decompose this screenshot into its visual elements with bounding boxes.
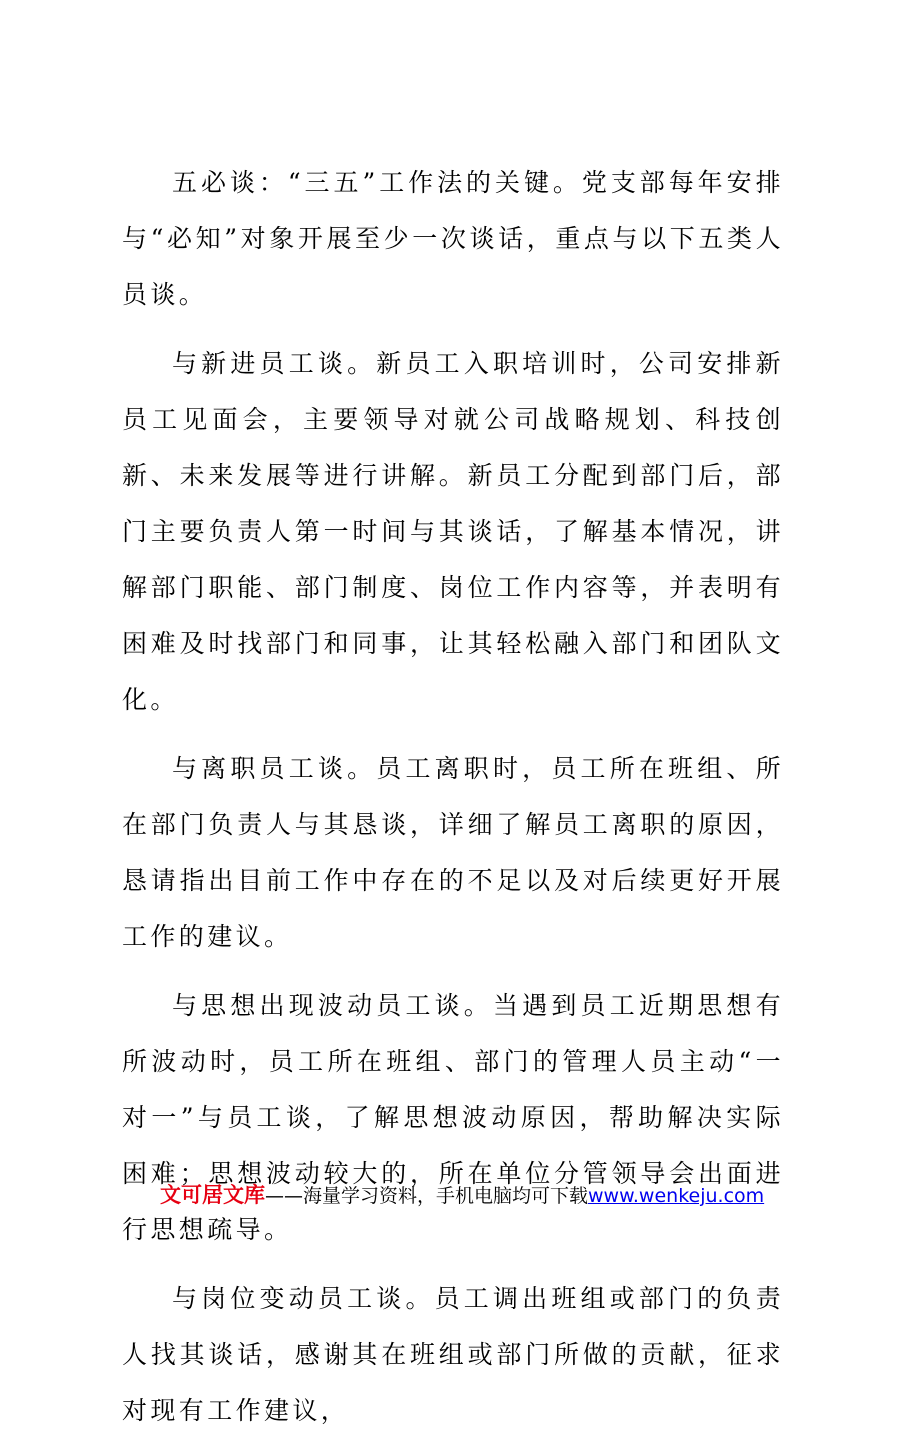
page-footer [160,1178,780,1213]
footer-url-link[interactable]: www.wenkeju.com [588,1185,765,1207]
footer-dash: —— [265,1185,303,1207]
document-body [122,155,784,1452]
paragraph-wavering-employees: 与思想出现波动员工谈。当遇到员工近期思想有所波动时，员工所在班组、部门的管理人员主动“一对一”与员工谈，了解思想波动原因，帮助解决实际困难；思想波动较大的，所在单位分管领导会出面进行思想疏导。 [122,991,784,1244]
paragraph-new-employees: 与新进员工谈。新员工入职培训时，公司安排新员工见面会，主要领导对就公司战略规划、科技创新、未来发展等进行讲解。新员工分配到部门后，部门主要负责人第一时间与其谈话，了解基本情况，讲解部门职能、部门制度、岗位工作内容等，并表明有困难及时找部门和同事，让其轻松融入部门和团队文化。 [122,349,784,714]
footer-brand: 文可居文库 [160,1183,265,1207]
paragraph-transferred-employees: 与岗位变动员工谈。员工调出班组或部门的负责人找其谈话，感谢其在班组或部门所做的贡献，征求对现有工作建议， [122,1284,784,1425]
paragraph-departing-employees: 与离职员工谈。员工离职时，员工所在班组、所在部门负责人与其恳谈，详细了解员工离职的原因，恳请指出目前工作中存在的不足以及对后续更好开展工作的建议。 [122,754,784,951]
footer-tagline: 海量学习资料，手机电脑均可下载 [303,1185,589,1207]
paragraph-intro: 五必谈：“三五”工作法的关键。党支部每年安排与“必知”对象开展至少一次谈话，重点与以下五类人员谈。 [122,168,784,309]
